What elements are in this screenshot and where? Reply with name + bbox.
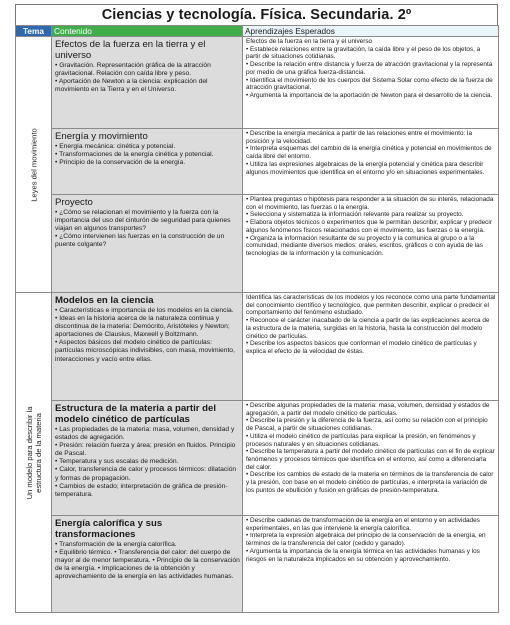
contenido-title: Energía calorífica y sus transformaciones (55, 518, 163, 540)
aprendizaje-item: • Utiliza las expresiones algebraicas de la energía potencial y cinética para describir algunos movimientos que identifica en el entorno y/o en situaciones experimentales. (246, 160, 485, 176)
table-row (16, 401, 499, 516)
contenido-cell (52, 293, 243, 401)
aprendizaje-item: • Selecciona y sistematiza la información relevante para realizar su proyecto. (246, 211, 464, 219)
aprendizaje-item: • Plantea preguntas o hipótesis para responder a la situación de su interés, relacionada con el movimiento, las fuerzas o la energía. (246, 196, 494, 211)
curriculum-sheet (15, 4, 498, 613)
tema-label-leyes: Leyes del movimiento (29, 127, 38, 202)
page-title: Ciencias y tecnología. Física. Secundaria. 2º (15, 4, 498, 25)
contenido-item: • ¿Cómo se relacionan el movimiento y la fuerza con la importancia del uso del cinturón de seguridad para quienes viajan en algunos transportes? (55, 209, 231, 233)
aprendizaje-item: • Identifica el movimiento de los cuerpos del Sistema Solar como efecto de la fuerza de atracción gravitacional. (246, 76, 493, 92)
aprendizaje-item: • Describe la relación entre distancia y fuerza de atracción gravitacional y la representa por medio de una gráfica fuerza-distancia. (246, 61, 493, 76)
table-row (16, 516, 499, 613)
aprendizajes-cell (243, 401, 499, 516)
header-aprendizajes: Aprendizajes Esperados (243, 26, 499, 37)
contenido-item: • Calor, transferencia de calor y procesos térmicos: dilatación y formas de propagación. (55, 466, 237, 482)
contenido-cell (52, 195, 243, 293)
aprendizaje-item: • Describe los cambios de estado de la materia en términos de la transferencia de calor y la presión, con base en el modelo cinético de partículas, e interpreta la variación de los puntos de ebullición y fusión en gráficas de presión-temperatura. (246, 471, 494, 494)
aprendizaje-item: Efectos de la fuerza en la tierra y el universo (246, 38, 373, 45)
aprendizaje-item: • Describe algunas propiedades de la materia: masa, volumen, densidad y estados de agregación, a partir del modelo cinético de partículas. (246, 402, 490, 417)
aprendizaje-item: • Describe cadenas de transformación de la energía en el entorno y en actividades experimentales, en las que interviene la energía calorífica. (246, 517, 480, 532)
aprendizaje-item: • Describe la energía mecánica a partir de las relaciones entre el movimiento: la posición y la velocidad. (246, 130, 473, 145)
table-row (16, 195, 499, 293)
tema-label-materia (25, 406, 43, 499)
aprendizaje-item: • Elabora objetos técnicos o experimentos que le permitan describir, explicar y predecir algunos fenómenos físicos relacionados con el movimiento, las fuerzas o la energía. (246, 219, 492, 234)
aprendizajes-cell (243, 37, 499, 129)
aprendizajes-cell (243, 516, 499, 613)
contenido-item: • Gravitación. Representación gráfica de la atracción gravitacional. Relación con caída libre y peso. (55, 62, 211, 78)
aprendizaje-item: • Interpreta la expresión algebraica del principio de la conservación de la energía, en términos de la transferencia del calor (cedido y ganado). (246, 532, 486, 548)
contenido-item: • Transformaciones de la energía cinética y potencial. (55, 151, 214, 159)
contenido-cell (52, 516, 243, 613)
aprendizaje-item: • Interpreta esquemas del cambio de la energía cinética y potencial en movimientos de caída libre del entorno. (246, 145, 492, 161)
table-row (16, 37, 499, 129)
aprendizajes-cell (243, 293, 499, 401)
contenido-item: • Cambios de estado; interpretación de gráfica de presión-temperatura. (55, 482, 228, 498)
contenido-title: Proyecto (55, 197, 93, 208)
tema-cell-materia (16, 293, 52, 613)
contenido-title: Energía y movimiento (55, 131, 148, 142)
contenido-item: • ¿Cómo intervienen las fuerzas en la construcción de un puente colgante? (55, 233, 225, 249)
table-row (16, 293, 499, 401)
aprendizaje-item: • Describe la temperatura a partir del modelo cinético de partículas con el fin de explicar fenómenos y procesos térmicos que identifica en el entorno, así como a diferenciarla del calor. (246, 448, 495, 471)
contenido-cell (52, 129, 243, 195)
contenido-item: • Principio de la conservación de la energía. (55, 159, 186, 167)
aprendizaje-item: • Argumenta la importancia de la aportación de Newton para el desarrollo de la ciencia. (246, 91, 493, 99)
table-header-row (16, 26, 499, 37)
contenido-item: • Ideas en la historia acerca de la naturaleza continua y discontinua de la materia: Demócrito, Aristóteles y Newton; aportaciones de Clausius, Maxwell y Boltzmann. (55, 315, 230, 339)
contenido-cell (52, 37, 243, 129)
aprendizaje-item: • Reconoce el carácter inacabado de la ciencia a partir de las explicaciones acerca de la estructura de la materia, surgidas en la historia, hasta la construcción del modelo cinético de partículas. (246, 317, 490, 340)
contenido-item: • Las propiedades de la materia: masa, volumen, densidad y estados de agregación. (55, 426, 235, 442)
header-contenido: Contenido (52, 26, 243, 37)
tema-cell-leyes (16, 37, 52, 293)
aprendizaje-item: • Establece relaciones entre la gravitación, la caída libre y el peso de los objetos, a partir de situaciones cotidianas. (246, 45, 481, 61)
contenido-title: Estructura de la materia a partir del modelo cinético de partículas (55, 403, 217, 425)
contenido-item: • Temperatura y sus escalas de medición. (55, 458, 179, 466)
header-tema: Tema (16, 26, 52, 37)
contenido-cell (52, 401, 243, 516)
aprendizaje-item: • Argumenta la importancia de la energía térmica en las actividades humanas y los riesgos en la naturaleza implicados en su obtención y aprovechamiento. (246, 547, 480, 563)
aprendizaje-item: • Describe los aspectos básicos que conforman el modelo cinético de partículas y explica el efecto de la velocidad de éstas. (246, 340, 477, 355)
contenido-title: Efectos de la fuerza en la tierra y el universo (55, 39, 206, 61)
contenido-title: Modelos en la ciencia (55, 295, 154, 306)
contenido-item: • Transformación de la energía calorífica. (55, 541, 177, 548)
contenido-item: • Características e importancia de los modelos en la ciencia. (55, 307, 234, 314)
contenido-item: • Aportación de Newton a la ciencia: explicación del movimiento en la Tierra y en el Universo. (55, 78, 208, 94)
aprendizaje-item: • Describe la presión y la diferencia de la fuerza, así como su relación con el principio de Pascal, a partir de situaciones cotidianas. (246, 417, 488, 433)
contenido-item: • Equilibrio térmico. • Transferencia del calor: del cuerpo de mayor al de menor temperatura. • Principio de la conservación de la energía. • Implicaciones de la obtención y aprovechamiento de la energía en las actividades humanas. (55, 549, 240, 581)
aprendizajes-cell (243, 129, 499, 195)
aprendizaje-item: • Utiliza el modelo cinético de partículas para explicar la presión, en fenómenos y procesos naturales y en situaciones cotidianas. (246, 432, 476, 448)
tema-label-line: estructura de la materia (33, 412, 43, 493)
contenido-item: • Presión: relación fuerza y área; presión en fluidos. Principio de Pascal. (55, 442, 236, 458)
aprendizajes-cell (243, 195, 499, 293)
contenido-item: • Aspectos básicos del modelo cinético de partículas: partículas microscópicas indivisibles, con masa, movimiento, interacciones y vacío entre ellas. (55, 339, 235, 363)
aprendizaje-item: • Organiza la información resultante de su proyecto y la comunica al grupo o a la comunidad, mediante diversos medios: orales, escritos, gráficos o con ayuda de las tecnologías de la información y la comunicación. (246, 234, 483, 257)
aprendizaje-item: Identifica las características de los modelos y los reconoce como una parte fundamental del conocimiento científico y tecnológico, que permiten describir, explicar o predecir el comportamiento del fenómeno estudiado. (246, 294, 496, 317)
tema-label-line: Un modelo para describir la (24, 406, 34, 499)
table-row (16, 129, 499, 195)
contenido-item: • Energía mecánica: cinética y potencial. (55, 143, 176, 150)
curriculum-table (15, 25, 499, 613)
